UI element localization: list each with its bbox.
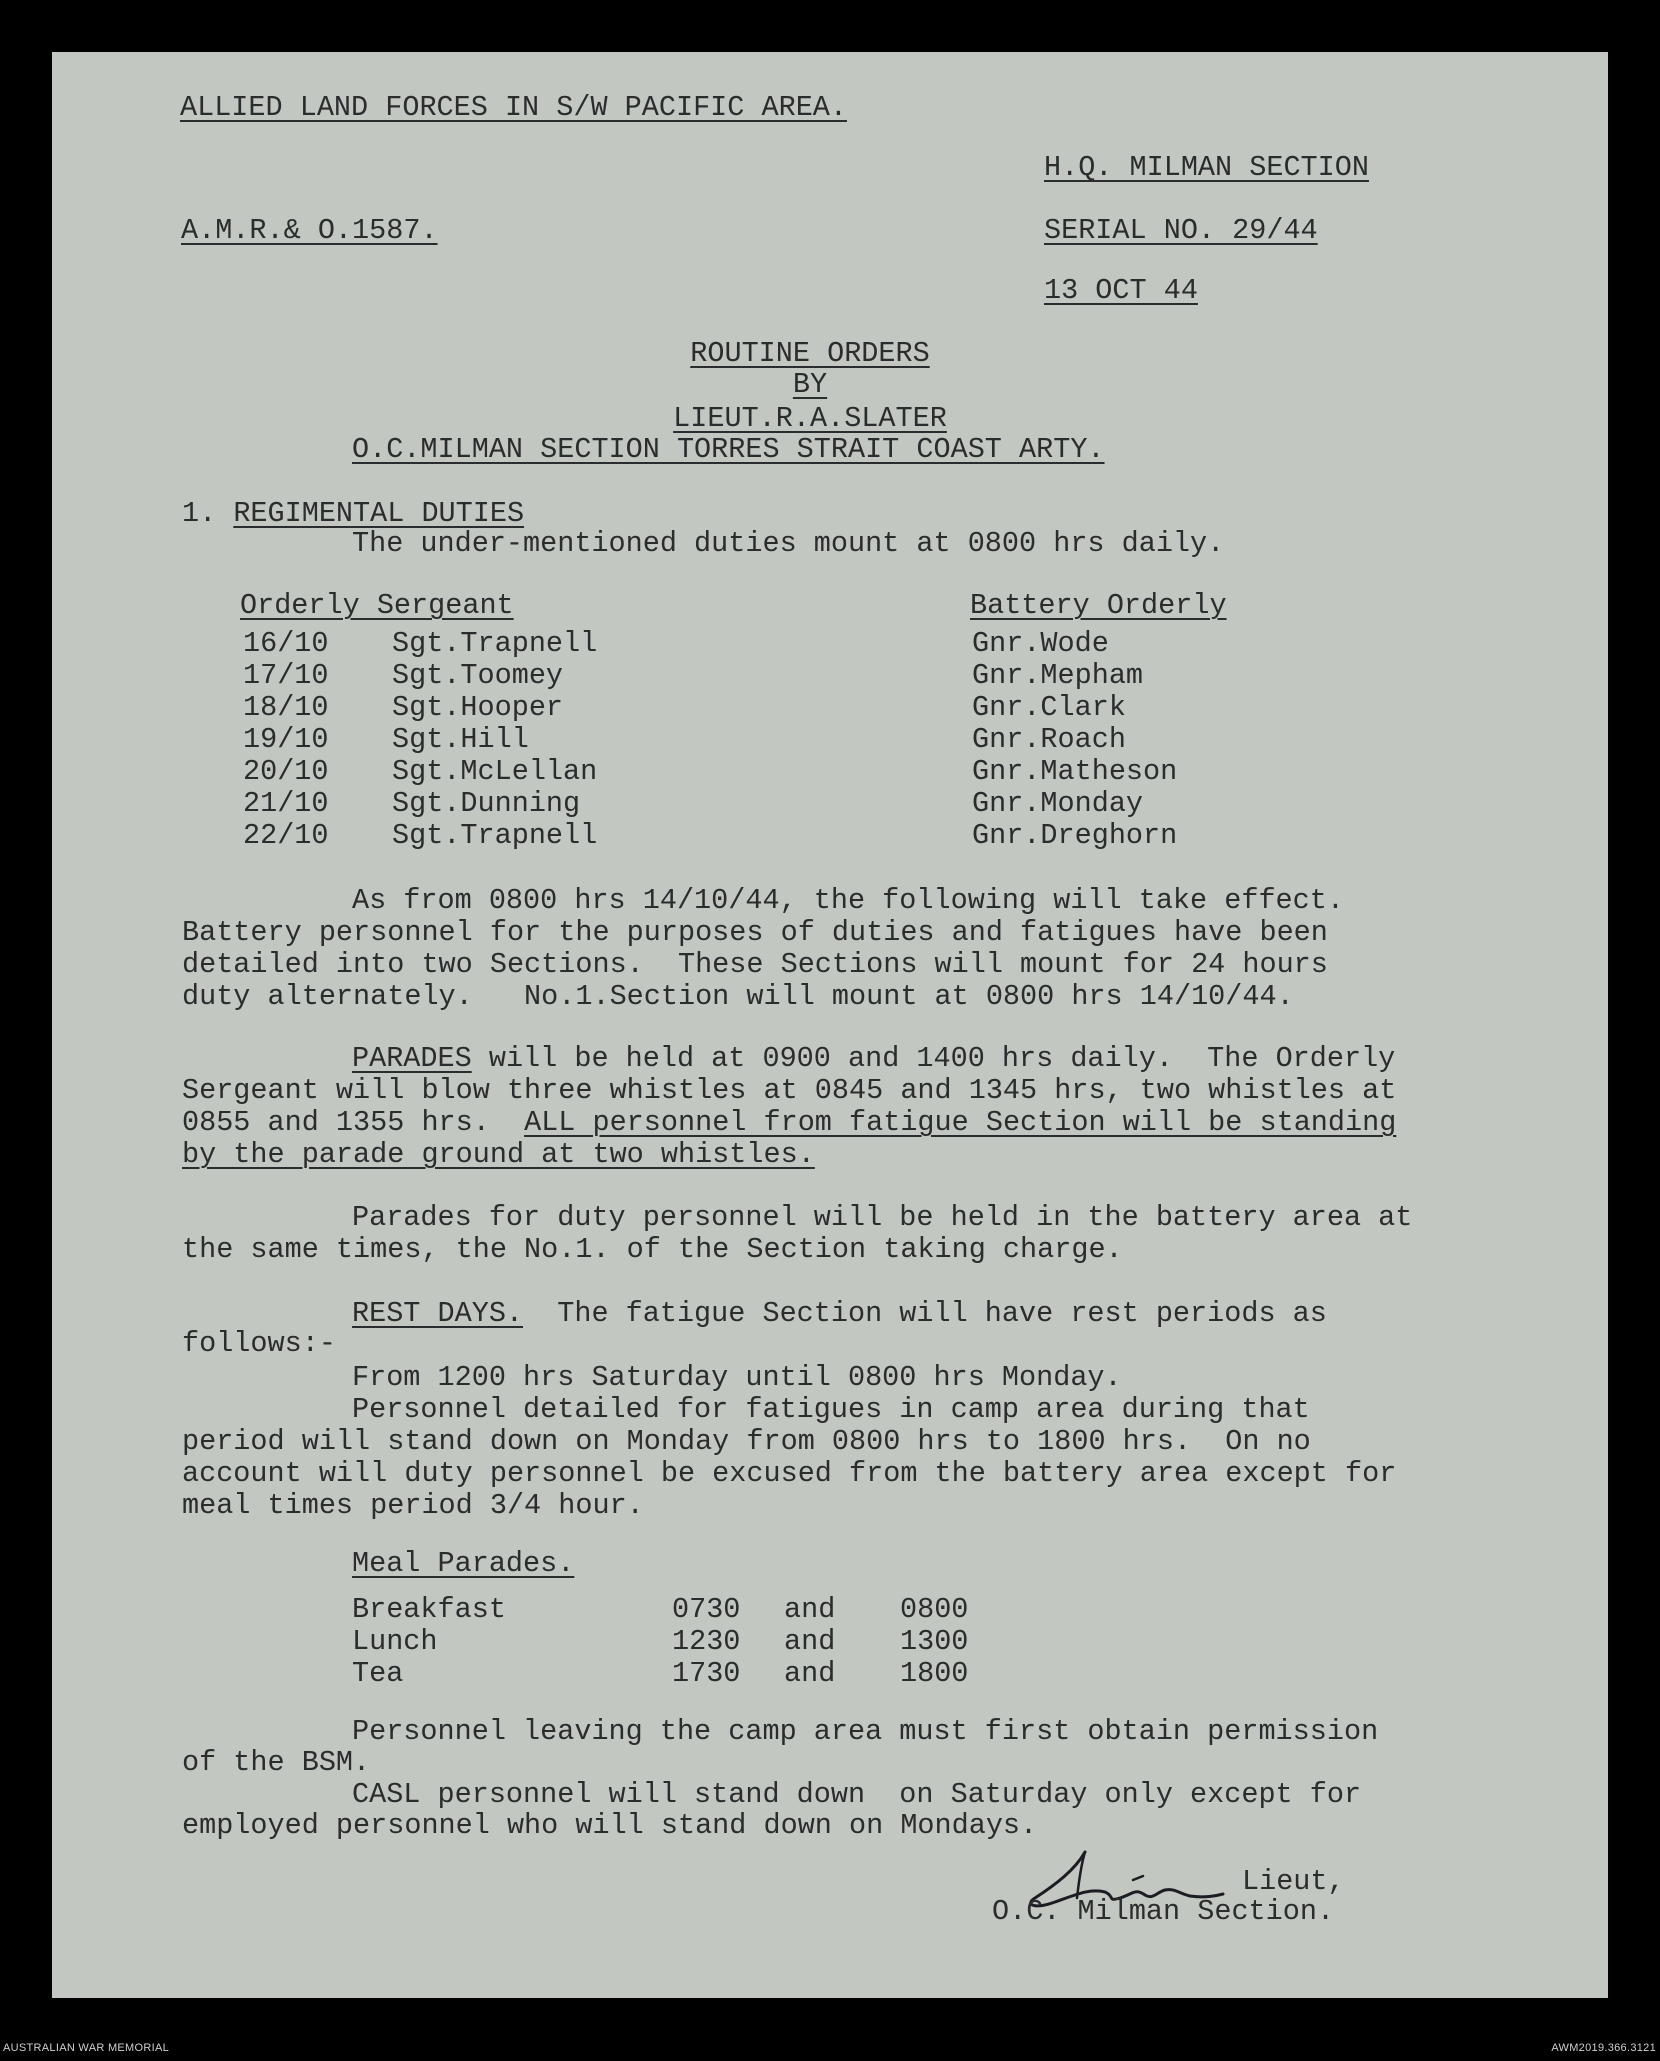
row-orderly: Gnr.Wode	[972, 627, 1109, 660]
title-officer: LIEUT.R.A.SLATER	[673, 402, 947, 435]
title-routine-orders: ROUTINE ORDERS	[690, 337, 930, 370]
footer-institution: AUSTRALIAN WAR MEMORIAL	[3, 2042, 170, 2054]
row-sergeant: Sgt.Dunning	[392, 787, 581, 820]
table-row	[243, 628, 329, 660]
sections-para-line: Battery personnel for the purposes of duties and fatigues have been	[182, 916, 1328, 949]
meal-name: Breakfast	[352, 1593, 506, 1626]
signoff-appointment: O.C. Milman Section.	[992, 1895, 1335, 1928]
casl-para-line: CASL personnel will stand down on Saturday only except for	[352, 1778, 1362, 1811]
serial-number: SERIAL NO. 29/44	[1044, 214, 1318, 247]
leave-para-line: of the BSM.	[182, 1746, 371, 1779]
col-header-battery-orderly: Battery Orderly	[970, 589, 1227, 622]
rest-days-keyword: REST DAYS.	[352, 1297, 524, 1330]
rest-days-line: account will duty personnel be excused from the battery area except for	[182, 1457, 1397, 1490]
rest-days-line: meal times period 3/4 hour.	[182, 1489, 644, 1522]
table-row	[243, 756, 329, 788]
row-date: 21/10	[243, 787, 329, 820]
row-date: 22/10	[243, 819, 329, 852]
table-row	[243, 660, 329, 692]
org-heading: ALLIED LAND FORCES IN S/W PACIFIC AREA.	[180, 91, 848, 124]
parades-text: will be held at 0900 and 1400 hrs daily. The Orderly	[471, 1042, 1396, 1075]
rest-days-line: Personnel detailed for fatigues in camp area during that	[352, 1393, 1310, 1426]
meal-and: and	[784, 1657, 836, 1690]
meal-and: and	[784, 1593, 836, 1626]
parades-keyword: PARADES	[352, 1042, 472, 1075]
rest-days-text: The fatigue Section will have rest periods as	[523, 1297, 1327, 1330]
footer-accession: AWM2019.366.3121	[1551, 2042, 1656, 2054]
row-orderly: Gnr.Clark	[972, 691, 1126, 724]
section-heading	[182, 498, 524, 530]
meal-parades-heading: Meal Parades.	[352, 1547, 575, 1580]
meal-from: 0730	[672, 1593, 741, 1626]
reference-number: A.M.R.& O.1587.	[181, 214, 438, 247]
meal-from: 1230	[672, 1625, 741, 1658]
section-number: 1.	[182, 497, 234, 530]
meal-name: Lunch	[352, 1625, 438, 1658]
casl-para-line: employed personnel who will stand down on Mondays.	[182, 1809, 1038, 1842]
rest-days-line: From 1200 hrs Saturday until 0800 hrs Monday.	[352, 1361, 1122, 1394]
section-title: REGIMENTAL DUTIES	[233, 497, 525, 530]
meal-name: Tea	[352, 1657, 404, 1690]
table-row	[243, 820, 329, 852]
sections-para-line: As from 0800 hrs 14/10/44, the following will take effect.	[352, 884, 1344, 917]
row-sergeant: Sgt.McLellan	[392, 755, 598, 788]
row-sergeant: Sgt.Hill	[392, 723, 529, 756]
title-unit: O.C.MILMAN SECTION TORRES STRAIT COAST ARTY.	[352, 433, 1105, 466]
row-orderly: Gnr.Dreghorn	[972, 819, 1178, 852]
meal-and: and	[784, 1625, 836, 1658]
meal-to: 0800	[900, 1593, 969, 1626]
row-date: 19/10	[243, 723, 329, 756]
rest-days-line: period will stand down on Monday from 0800 hrs to 1800 hrs. On no	[182, 1425, 1311, 1458]
title-by: BY	[792, 368, 828, 401]
order-date: 13 OCT 44	[1044, 274, 1198, 307]
duty-parades-line: Parades for duty personnel will be held in the battery area at	[352, 1201, 1413, 1234]
row-date: 18/10	[243, 691, 329, 724]
table-row	[243, 692, 329, 724]
row-sergeant: Sgt.Toomey	[392, 659, 564, 692]
parades-para-line: Sergeant will blow three whistles at 0845 and 1345 hrs, two whistles at	[182, 1074, 1397, 1107]
rest-days-line: follows:-	[182, 1327, 336, 1360]
meal-from: 1730	[672, 1657, 741, 1690]
table-row	[243, 724, 329, 756]
row-sergeant: Sgt.Hooper	[392, 691, 564, 724]
parades-para-line	[182, 1107, 1396, 1139]
row-date: 16/10	[243, 627, 329, 660]
sections-para-line: duty alternately. No.1.Section will mount at 0800 hrs 14/10/44.	[182, 980, 1294, 1013]
row-sergeant: Sgt.Trapnell	[392, 627, 598, 660]
row-orderly: Gnr.Mepham	[972, 659, 1144, 692]
row-date: 17/10	[243, 659, 329, 692]
meal-to: 1300	[900, 1625, 969, 1658]
sections-para-line: detailed into two Sections. These Sections will mount for 24 hours	[182, 948, 1328, 981]
parades-text: 0855 and 1355 hrs.	[182, 1106, 525, 1139]
row-orderly: Gnr.Roach	[972, 723, 1126, 756]
signoff-rank: Lieut,	[1242, 1865, 1345, 1898]
parades-para-line: by the parade ground at two whistles.	[182, 1138, 815, 1171]
duty-parades-line: the same times, the No.1. of the Section taking charge.	[182, 1233, 1123, 1266]
parades-para-line	[352, 1043, 1395, 1075]
col-header-orderly-sergeant: Orderly Sergeant	[240, 589, 514, 622]
meal-to: 1800	[900, 1657, 969, 1690]
leave-para-line: Personnel leaving the camp area must first obtain permission	[352, 1715, 1379, 1748]
table-row	[243, 788, 329, 820]
section-intro: The under-mentioned duties mount at 0800 hrs daily.	[352, 527, 1225, 560]
rest-days-line	[352, 1298, 1327, 1330]
parades-emphasis: ALL personnel from fatigue Section will be standing	[524, 1106, 1397, 1139]
row-date: 20/10	[243, 755, 329, 788]
row-orderly: Gnr.Monday	[972, 787, 1144, 820]
row-orderly: Gnr.Matheson	[972, 755, 1178, 788]
row-sergeant: Sgt.Trapnell	[392, 819, 598, 852]
hq-heading: H.Q. MILMAN SECTION	[1044, 151, 1369, 184]
